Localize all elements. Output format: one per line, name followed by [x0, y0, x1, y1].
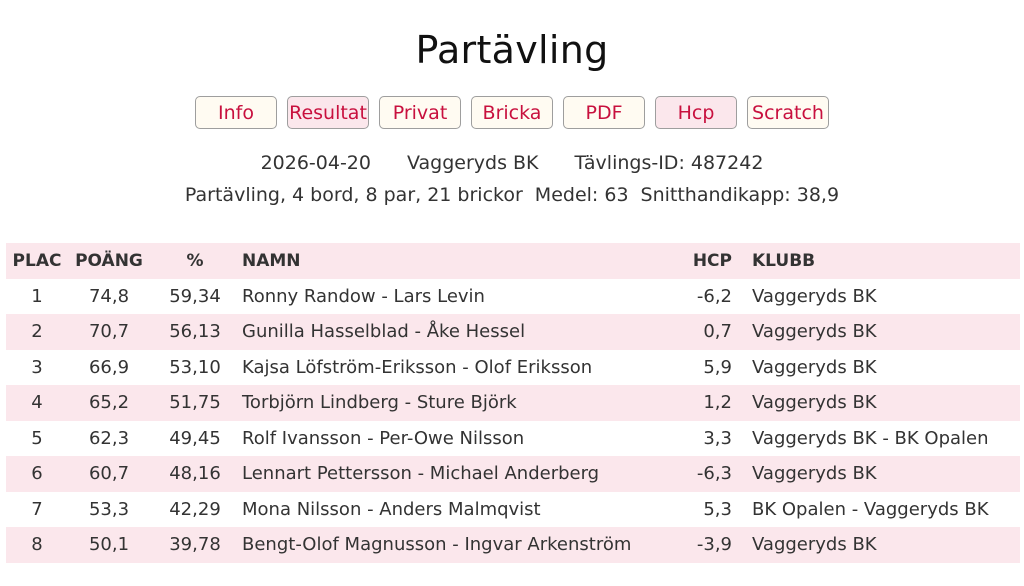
results-header-row [6, 243, 1020, 279]
cell-namn: Lennart Pettersson - Michael Anderberg [242, 463, 600, 485]
cell-plac: 8 [31, 534, 43, 556]
cell-plac: 1 [31, 285, 43, 307]
cell-klubb: Vaggeryds BK [752, 285, 877, 307]
cell-namn: Kajsa Löfström-Eriksson - Olof Eriksson [242, 356, 593, 378]
cell-poang: 50,1 [88, 534, 130, 556]
table-row [6, 279, 1020, 315]
results-table [6, 243, 1020, 563]
cell-plac: 5 [31, 427, 43, 449]
competition-meta-line-2 [0, 184, 1024, 206]
cell-pct: 39,78 [169, 534, 221, 556]
header-pct: % [186, 250, 204, 271]
table-row [6, 456, 1020, 492]
cell-klubb: Vaggeryds BK - BK Opalen [752, 427, 989, 449]
cell-poang: 60,7 [88, 463, 130, 485]
cell-hcp: 5,9 [703, 356, 732, 378]
cell-namn: Rolf Ivansson - Per-Owe Nilsson [242, 427, 525, 449]
competition-date: 2026-04-20 [260, 152, 371, 174]
cell-namn: Mona Nilsson - Anders Malmqvist [242, 498, 541, 520]
competition-club: Vaggeryds BK [406, 152, 539, 174]
bricka-button[interactable]: Bricka [471, 96, 553, 129]
cell-klubb: Vaggeryds BK [752, 463, 877, 485]
cell-plac: 4 [31, 392, 43, 414]
cell-poang: 65,2 [88, 392, 130, 414]
cell-hcp: 5,3 [703, 498, 732, 520]
table-row [6, 527, 1020, 563]
cell-klubb: Vaggeryds BK [752, 356, 877, 378]
table-row [6, 314, 1020, 350]
cell-klubb: BK Opalen - Vaggeryds BK [752, 498, 989, 520]
competition-avg-handicap: Snitthandikapp: 38,9 [640, 184, 840, 206]
info-button[interactable]: Info [195, 96, 277, 129]
cell-namn: Ronny Randow - Lars Levin [242, 285, 485, 307]
table-row [6, 421, 1020, 457]
cell-pct: 51,75 [169, 392, 221, 414]
cell-namn: Gunilla Hasselblad - Åke Hessel [242, 321, 526, 343]
cell-namn: Bengt-Olof Magnusson - Ingvar Arkenström [242, 534, 632, 556]
competition-average: Medel: 63 [534, 184, 629, 206]
cell-hcp: -6,3 [696, 463, 732, 485]
competition-meta-line-1 [0, 152, 1024, 174]
cell-pct: 49,45 [169, 427, 221, 449]
nav-buttons [0, 96, 1024, 129]
cell-pct: 59,34 [169, 285, 221, 307]
header-poang: POÄNG [75, 250, 143, 271]
cell-plac: 2 [31, 321, 43, 343]
cell-poang: 66,9 [88, 356, 130, 378]
cell-hcp: 1,2 [703, 392, 732, 414]
table-row [6, 492, 1020, 528]
competition-id: Tävlings-ID: 487242 [574, 152, 764, 174]
scratch-button[interactable]: Scratch [747, 96, 829, 129]
cell-pct: 48,16 [169, 463, 221, 485]
header-namn: NAMN [242, 250, 301, 271]
header-klubb: KLUBB [752, 250, 816, 271]
cell-poang: 74,8 [88, 285, 130, 307]
privat-button[interactable]: Privat [379, 96, 461, 129]
header-hcp: HCP [692, 250, 732, 271]
cell-plac: 7 [31, 498, 43, 520]
pdf-button[interactable]: PDF [563, 96, 645, 129]
cell-poang: 62,3 [88, 427, 130, 449]
competition-summary: Partävling, 4 bord, 8 par, 21 brickor [184, 184, 523, 206]
cell-pct: 56,13 [169, 321, 221, 343]
cell-poang: 70,7 [88, 321, 130, 343]
cell-plac: 3 [31, 356, 43, 378]
cell-pct: 53,10 [169, 356, 221, 378]
cell-klubb: Vaggeryds BK [752, 321, 877, 343]
header-plac: PLAC [12, 250, 62, 271]
cell-klubb: Vaggeryds BK [752, 392, 877, 414]
table-row [6, 385, 1020, 421]
cell-hcp: -3,9 [696, 534, 732, 556]
cell-namn: Torbjörn Lindberg - Sture Björk [242, 392, 517, 414]
cell-hcp: 0,7 [703, 321, 732, 343]
page-title: Partävling [415, 28, 609, 72]
cell-poang: 53,3 [88, 498, 130, 520]
cell-klubb: Vaggeryds BK [752, 534, 877, 556]
cell-pct: 42,29 [169, 498, 221, 520]
cell-hcp: -6,2 [696, 285, 732, 307]
resultat-button[interactable]: Resultat [287, 96, 369, 129]
hcp-button[interactable]: Hcp [655, 96, 737, 129]
cell-plac: 6 [31, 463, 43, 485]
cell-hcp: 3,3 [703, 427, 732, 449]
table-row [6, 350, 1020, 386]
